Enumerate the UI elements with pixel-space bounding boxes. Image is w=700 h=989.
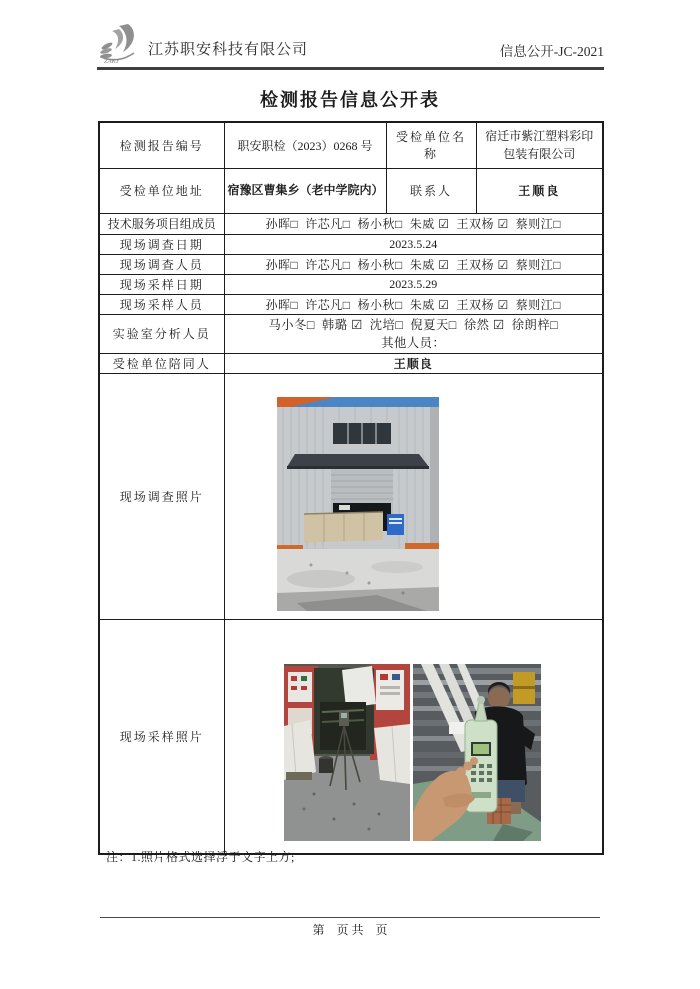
table-row <box>99 254 603 274</box>
table-row <box>99 168 603 213</box>
disclosure-form-table <box>98 121 604 855</box>
brand <box>98 22 308 64</box>
team-members: 孙晖□ 许芯凡□ 杨小秋□ 朱威 ☑ 王双杨 ☑ 蔡则江□ <box>224 213 603 234</box>
team-label: 技术服务项目组成员 <box>99 213 224 234</box>
table-row <box>99 620 603 854</box>
doc-code: 信息公开-JC-2021 <box>499 44 604 59</box>
sampling-staff-members: 孙晖□ 许芯凡□ 杨小秋□ 朱威 ☑ 王双杨 ☑ 蔡则江□ <box>224 294 603 314</box>
sampling-photo-right <box>413 664 541 841</box>
footer-divider <box>100 917 600 918</box>
table-row <box>99 234 603 254</box>
lab-staff-cell <box>224 314 603 354</box>
sampling-photo-left <box>284 664 410 841</box>
sampling-date-label: 现场采样日期 <box>99 274 224 294</box>
page-header <box>98 22 604 66</box>
lab-staff-members: 马小冬□ 韩璐 ☑ 沈培□ 倪夏天□ 徐然 ☑ 徐朗梓□ <box>268 317 559 332</box>
sampling-photo-cell <box>224 620 603 854</box>
page-number-footer: 第 页 共 页 <box>312 923 388 937</box>
sampling-photo-label: 现场采样照片 <box>99 620 224 854</box>
page-title: 检测报告信息公开表 <box>260 90 440 110</box>
contact-value: 王顺良 <box>476 168 603 213</box>
table-row <box>99 294 603 314</box>
report-no-label: 检测报告编号 <box>99 122 224 168</box>
sampling-staff-label: 现场采样人员 <box>99 294 224 314</box>
logo-text: ZAKJ <box>104 58 119 64</box>
unit-name-label: 受检单位名称 <box>386 122 476 168</box>
contact-label: 联系人 <box>386 168 476 213</box>
survey-photo-label: 现场调查照片 <box>99 374 224 620</box>
table-row <box>99 354 603 374</box>
unit-name-value: 宿迁市紫江塑料彩印包装有限公司 <box>476 122 603 168</box>
report-no-value: 职安职检（2023）0268 号 <box>224 122 386 168</box>
company-logo-icon <box>98 22 146 64</box>
table-row <box>99 374 603 620</box>
unit-addr-value: 宿豫区曹集乡（老中学院内） <box>224 168 386 213</box>
site-survey-photo <box>277 397 439 611</box>
survey-photo-cell <box>224 374 603 620</box>
survey-staff-members: 孙晖□ 许芯凡□ 杨小秋□ 朱威 ☑ 王双杨 ☑ 蔡则江□ <box>224 254 603 274</box>
footnote: 注：1.照片格式选择浮于文字上方; <box>106 850 295 864</box>
table-row <box>99 314 603 354</box>
lab-staff-label: 实验室分析人员 <box>99 314 224 354</box>
survey-staff-label: 现场调查人员 <box>99 254 224 274</box>
unit-addr-label: 受检单位地址 <box>99 168 224 213</box>
header-divider <box>97 67 604 70</box>
escort-value: 王顺良 <box>224 354 603 374</box>
table-row <box>99 122 603 168</box>
table-row <box>99 274 603 294</box>
sampling-date-value: 2023.5.29 <box>224 274 603 294</box>
lab-other-label: 其他人员： <box>381 335 446 350</box>
table-row <box>99 213 603 234</box>
survey-date-value: 2023.5.24 <box>224 234 603 254</box>
sampling-photos <box>284 664 600 841</box>
escort-label: 受检单位陪同人 <box>99 354 224 374</box>
survey-date-label: 现场调查日期 <box>99 234 224 254</box>
company-name: 江苏职安科技有限公司 <box>148 42 309 58</box>
